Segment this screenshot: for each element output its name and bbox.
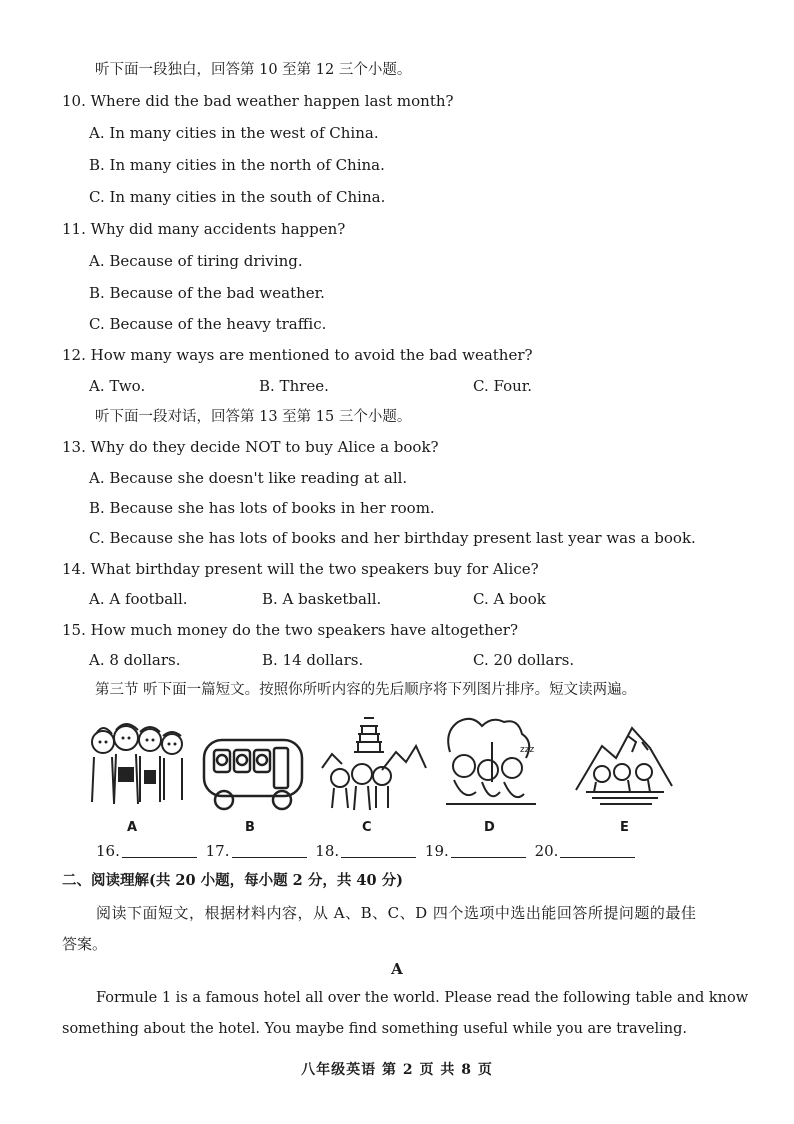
answer-blanks-row xyxy=(96,841,639,861)
q11-option-b: B. Because of the bad weather. xyxy=(89,284,325,302)
q12-option-b: B. Three. xyxy=(259,377,329,395)
q15-options xyxy=(0,650,794,670)
picture-label-c: C xyxy=(362,820,372,835)
q11-option-a: A. Because of tiring driving. xyxy=(89,252,303,270)
q13-option-c: C. Because she has lots of books and her birthday present last year was a book. xyxy=(89,529,696,547)
q15-option-b: B. 14 dollars. xyxy=(262,651,364,669)
picture-c-pagoda-mountains xyxy=(320,712,428,812)
blank-16-label: 16. xyxy=(96,842,120,860)
answer-blank-19[interactable] xyxy=(451,843,526,858)
answer-blank-17[interactable] xyxy=(232,843,307,858)
q14-option-c: C. A book xyxy=(473,590,546,608)
part-2-instruction-line-2: 答案。 xyxy=(62,935,108,953)
question-12: 12. How many ways are mentioned to avoid the bad weather? xyxy=(62,346,533,364)
q11-option-c: C. Because of the heavy traffic. xyxy=(89,315,327,333)
q15-option-a: A. 8 dollars. xyxy=(89,651,181,669)
passage-label: A xyxy=(391,960,403,978)
q10-option-c: C. In many cities in the south of China. xyxy=(89,188,386,206)
svg-text:zzz: zzz xyxy=(520,745,535,755)
picture-label-a: A xyxy=(127,820,138,835)
q10-option-a: A. In many cities in the west of China. xyxy=(89,124,379,142)
picture-label-d: D xyxy=(484,820,495,835)
q10-option-b: B. In many cities in the north of China. xyxy=(89,156,385,174)
q12-options xyxy=(0,376,794,396)
section-intro-monologue: 听下面一段独白，回答第 10 至第 12 三个小题。 xyxy=(95,62,412,78)
q14-options xyxy=(0,589,794,609)
q13-option-a: A. Because she doesn't like reading at all. xyxy=(89,469,408,487)
answer-blank-18[interactable] xyxy=(341,843,416,858)
blank-17-label: 17. xyxy=(205,842,230,860)
passage-line-2: something about the hotel. You maybe find something useful while you are traveling. xyxy=(62,1021,687,1037)
picture-e-kids-mountain-picnic xyxy=(572,712,678,812)
picture-label-b: B xyxy=(245,820,255,835)
q15-option-c: C. 20 dollars. xyxy=(473,651,575,669)
part-2-title: 二、阅读理解(共 20 小题，每小题 2 分，共 40 分) xyxy=(62,872,403,889)
picture-label-e: E xyxy=(620,820,629,835)
q13-option-b: B. Because she has lots of books in her room. xyxy=(89,499,435,517)
section-3-title: 第三节 听下面一篇短文。按照你所听内容的先后顺序将下列图片排序。短文读两遍。 xyxy=(95,682,637,698)
question-14: 14. What birthday present will the two speakers buy for Alice? xyxy=(62,560,539,578)
blank-20-label: 20. xyxy=(534,842,559,860)
page-footer: 八年级英语 第 2 页 共 8 页 xyxy=(301,1062,493,1078)
picture-a-kids-group xyxy=(88,712,188,812)
section-intro-dialogue: 听下面一段对话，回答第 13 至第 15 三个小题。 xyxy=(95,409,412,425)
answer-blank-16[interactable] xyxy=(122,843,197,858)
q12-option-a: A. Two. xyxy=(89,377,146,395)
q14-option-b: B. A basketball. xyxy=(262,590,382,608)
q12-option-c: C. Four. xyxy=(473,377,533,395)
passage-line-1: Formule 1 is a famous hotel all over the world. Please read the following table and know xyxy=(96,990,749,1006)
question-11: 11. Why did many accidents happen? xyxy=(62,220,346,238)
answer-blank-20[interactable] xyxy=(560,843,635,858)
blank-18-label: 18. xyxy=(315,842,340,860)
question-13: 13. Why do they decide NOT to buy Alice a book? xyxy=(62,438,439,456)
question-10: 10. Where did the bad weather happen last month? xyxy=(62,92,454,110)
question-15: 15. How much money do the two speakers have altogether? xyxy=(62,621,518,639)
picture-d-kids-sleeping xyxy=(442,712,540,812)
part-2-instruction-line-1: 阅读下面短文，根据材料内容，从 A、B、C、D 四个选项中选出能回答所提问题的最佳 xyxy=(96,904,697,922)
q14-option-a: A. A football. xyxy=(89,590,188,608)
blank-19-label: 19. xyxy=(424,842,449,860)
picture-b-school-bus xyxy=(200,712,306,812)
